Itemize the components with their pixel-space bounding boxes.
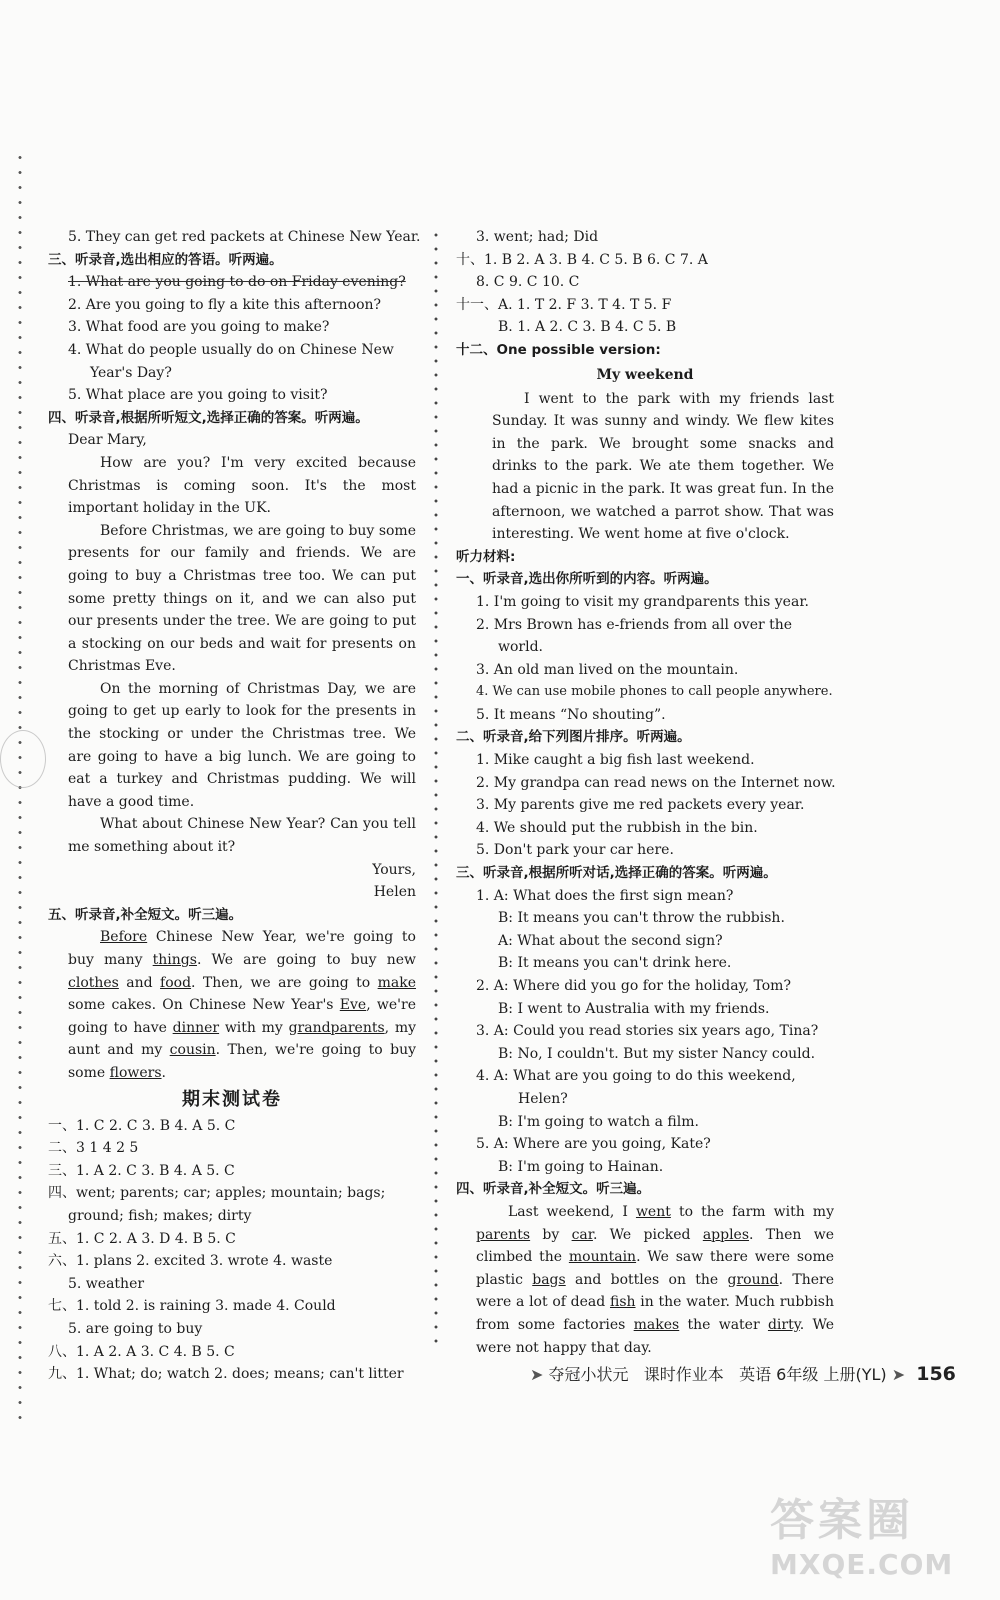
- section-heading: 十二、One possible version:: [456, 341, 661, 358]
- question-line: 4. What do people usually do on Chinese New: [68, 341, 394, 358]
- answer-line: 五、1. C 2. A 3. D 4. B 5. C: [48, 1230, 236, 1247]
- watermark-en: MXQE.COM: [770, 1548, 954, 1581]
- answer-line: 二、3 1 4 2 5: [48, 1140, 139, 1157]
- exam-title: 期末测试卷: [182, 1088, 282, 1110]
- footer-arrow-icon: ➤: [891, 1365, 906, 1384]
- essay-paragraph: I went to the park with my friends last Sunday. It was sunny and windy. We flew kites in the park. We brought some snacks and drinks to the park. We ate them together. We had a picnic in the park. It was great fun. In the afternoon, we watched a parrot show. That was interesting. We went home at five o'clock.: [492, 390, 834, 543]
- page-number: 156: [916, 1363, 956, 1385]
- fill-in-passage: Last weekend, I went to the farm with my parents by car. We picked apples. Then we climbed the mountain. We saw there were some plastic bags and bottles on the ground. There were a lot of dead fish in the water. Much rubbish from some factories makes the water dirty. We were not happy that day.: [476, 1203, 835, 1356]
- answer-line: 九、1. What; do; watch 2. does; means; can't litter: [48, 1366, 404, 1383]
- footer-grade: 6年级: [776, 1365, 819, 1384]
- dialogue-line: Helen?: [518, 1090, 568, 1107]
- column-divider: [434, 228, 438, 1348]
- answer-line: 5. They can get red packets at Chinese New Year.: [68, 229, 421, 245]
- section-heading: 三、听录音,选出相应的答语。听两遍。: [48, 251, 283, 268]
- answer-line: 5. weather: [68, 1275, 145, 1292]
- dialogue-line: B: It means you can't throw the rubbish.: [498, 910, 785, 927]
- dialogue-line: B: It means you can't drink here.: [498, 955, 732, 972]
- letter-closing: Yours,: [372, 861, 416, 878]
- section-heading: 二、听录音,给下列图片排序。听两遍。: [456, 729, 691, 746]
- dialogue-line: 3. A: Could you read stories six years ago, Tina?: [476, 1023, 819, 1040]
- dialogue-line: B: I'm going to watch a film.: [498, 1113, 699, 1130]
- section-heading: 四、听录音,补全短文。听三遍。: [456, 1181, 651, 1198]
- answer-line: 七、1. told 2. is raining 3. made 4. Could: [48, 1298, 336, 1315]
- essay-title: My weekend: [596, 366, 694, 383]
- section-heading: 一、听录音,选出你所听到的内容。听两遍。: [456, 571, 718, 588]
- question-line: 5. What place are you going to visit?: [68, 387, 328, 404]
- answer-line: 三、1. A 2. C 3. B 4. A 5. C: [48, 1162, 235, 1179]
- answer-line: 5. are going to buy: [68, 1320, 203, 1337]
- answer-line: 一、1. C 2. C 3. B 4. A 5. C: [48, 1117, 236, 1134]
- answer-line: 8. C 9. C 10. C: [476, 274, 580, 291]
- transcript-line: 2. Mrs Brown has e-friends from all over the: [476, 616, 793, 633]
- answer-line: 十一、A. 1. T 2. F 3. T 4. T 5. F: [456, 296, 672, 313]
- question-line: 3. What food are you going to make?: [68, 319, 330, 336]
- dialogue-line: 2. A: Where did you go for the holiday, Tom?: [476, 978, 791, 994]
- footer-arrow-icon: ➤: [530, 1365, 544, 1384]
- dialogue-line: A: What about the second sign?: [498, 932, 723, 949]
- footer-book: 课时作业本: [643, 1365, 724, 1384]
- transcript-line: 3. My parents give me red packets every year.: [476, 797, 805, 814]
- section-heading: 听力材料:: [456, 548, 516, 565]
- answer-line: B. 1. A 2. C 3. B 4. C 5. B: [498, 319, 677, 336]
- dialogue-line: 4. A: What are you going to do this weekend,: [476, 1068, 796, 1085]
- section-heading: 四、听录音,根据所听短文,选择正确的答案。听两遍。: [48, 409, 369, 426]
- left-column: [48, 226, 421, 1386]
- question-line: Year's Day?: [90, 364, 172, 381]
- footer-term: 上册(YL): [823, 1365, 887, 1384]
- footer-subject: 英语: [739, 1365, 772, 1384]
- transcript-line: 1. Mike caught a big fish last weekend.: [476, 752, 755, 769]
- dialogue-line: B: I'm going to Hainan.: [498, 1158, 664, 1175]
- answer-line: 四、went; parents; car; apples; mountain; bags;: [48, 1185, 386, 1202]
- right-column: [456, 226, 834, 1359]
- dialogue-line: B: No, I couldn't. But my sister Nancy could.: [498, 1045, 816, 1062]
- transcript-line: 2. My grandpa can read news on the Internet now.: [476, 774, 836, 791]
- question-line: 1. What are you going to do on Friday evening?: [68, 274, 406, 291]
- answer-line: 十、1. B 2. A 3. B 4. C 5. B 6. C 7. A: [456, 251, 708, 268]
- watermark-cn: 答案圈: [770, 1495, 914, 1546]
- transcript-line: 5. Don't park your car here.: [476, 842, 674, 859]
- faded-stamp: [0, 730, 46, 788]
- dialogue-line: 5. A: Where are you going, Kate?: [476, 1136, 711, 1153]
- transcript-line: 3. An old man lived on the mountain.: [476, 661, 739, 678]
- letter-greeting: Dear Mary,: [68, 432, 147, 449]
- transcript-line: world.: [498, 639, 543, 656]
- footer-brand: 夺冠小状元: [548, 1365, 629, 1384]
- page-footer: [530, 1362, 956, 1385]
- letter-paragraph: On the morning of Christmas Day, we are going to get up early to look for the presents in the stocking or under the Christmas tree. We are going to have a big lunch. We are going to eat a turkey and Christmas pudding. We will have a good time.: [68, 680, 416, 810]
- answer-line: 八、1. A 2. A 3. C 4. B 5. C: [48, 1343, 235, 1360]
- answer-line: ground; fish; makes; dirty: [68, 1207, 252, 1224]
- answer-line: 3. went; had; Did: [476, 229, 599, 245]
- letter-paragraph: How are you? I'm very excited because Christmas is coming soon. It's the most important holiday in the UK.: [68, 454, 416, 517]
- section-heading: 三、听录音,根据所听对话,选择正确的答案。听两遍。: [456, 865, 777, 882]
- transcript-line: 1. I'm going to visit my grandparents this year.: [476, 593, 809, 610]
- dialogue-line: 1. A: What does the first sign mean?: [476, 887, 734, 904]
- answer-line: 六、1. plans 2. excited 3. wrote 4. waste: [48, 1253, 333, 1270]
- question-line: 2. Are you going to fly a kite this afternoon?: [68, 296, 382, 313]
- letter-signature: Helen: [373, 884, 416, 901]
- fill-in-passage: Before Chinese New Year, we're going to buy many things. We are going to buy new clothes and food. Then, we are going to make some cakes. On Chinese New Year's Eve, we're going to have dinner with my grandparents, my aunt and my cousin. Then, we're going to buy some flowers.: [68, 929, 417, 1081]
- transcript-line: 4. We should put the rubbish in the bin.: [476, 819, 758, 836]
- letter-paragraph: Before Christmas, we are going to buy some presents for our family and friends. We are going to buy a Christmas tree too. We can put some pretty things on it, and we can also put our presents under the tree. We are going to put a stocking on our beds and wait for presents on Christmas Eve.: [68, 522, 416, 675]
- section-heading: 五、听录音,补全短文。听三遍。: [48, 906, 243, 923]
- transcript-line: 5. It means “No shouting”.: [476, 706, 666, 723]
- dialogue-line: B: I went to Australia with my friends.: [498, 1000, 770, 1017]
- transcript-line: 4. We can use mobile phones to call people anywhere.: [476, 684, 833, 700]
- watermark: [770, 1484, 980, 1584]
- letter-paragraph: What about Chinese New Year? Can you tell me something about it?: [68, 816, 416, 856]
